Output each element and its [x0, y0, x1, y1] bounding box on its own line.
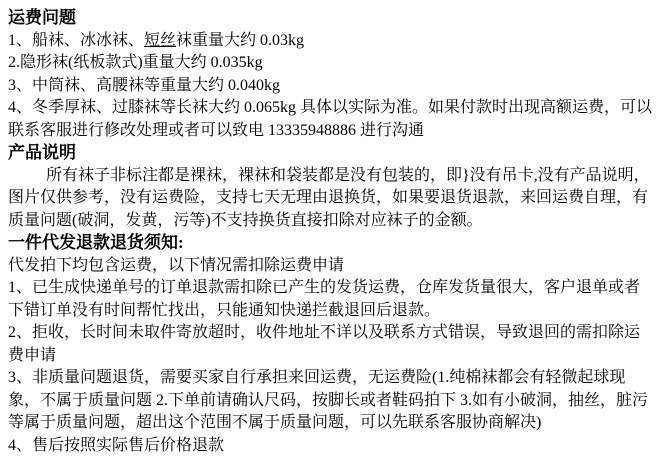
freight-item-4-post: 进行沟通	[356, 121, 425, 139]
freight-item-2: 2.隐形袜(纸板款式)重量大约 0.035kg	[8, 54, 263, 71]
returns-item-4: 4、售后按照实际售后价格退款	[8, 436, 225, 454]
freight-item-4	[8, 97, 652, 142]
freight-item-1-underlined-text: 短丝	[144, 31, 177, 49]
freight-item-1	[8, 30, 652, 53]
product-section-heading: 产品说明	[8, 143, 76, 162]
freight-item-4-pre: 4、冬季厚袜、过膝袜等长袜大约 0.065kg 具体以实际为准。如果付款时出现高额运费，可以联系客服进行修改处理或者可以致电	[8, 99, 653, 139]
returns-section-heading: 一件代发退款退货须知:	[8, 233, 184, 252]
freight-section-heading: 运费问题	[8, 8, 76, 27]
phone-number: 13335948886	[268, 121, 357, 139]
freight-item-3: 3、中筒袜、高腰袜等重量大约 0.040kg	[8, 76, 281, 94]
product-description-paragraph: 所有袜子非标注都是裸袜，裸袜和袋装都是没有包装的，即}没有吊卡,没有产品说明，图片仅供参考，没有运费险，支持七天无理由退换货，如果要退货退款，来回运费自理，有质量问题(破洞，发黄，污等)不支持换货直接扣除对应袜子的金额。	[8, 166, 650, 229]
returns-intro: 代发拍下均包含运费，以下情况需扣除运费申请	[8, 256, 345, 274]
returns-item-2: 2、拒收，长时间未取件寄放超时，收件地址不详以及联系方式错误，导致退回的需扣除运费申请	[8, 324, 641, 364]
returns-item-1: 1、已生成快递单号的订单退款需扣除已产生的发货运费，仓库发货量很大，客户退单或者下错订单没有时间帮忙找出，只能通知快递拦截退回后退款。	[8, 279, 641, 319]
returns-item-3: 3、非质量问题退货，需要买家自行承担来回运费，无运费险(1.纯棉袜都会有轻微起球现象，不属于质量问题 2.下单前请确认尺码，按脚长或者鞋码拍下 3.如有小破洞，抽丝，脏污等属于质量问题，超出这个范围不属于质量问题，可以先联系客服协商解决)	[8, 369, 649, 431]
freight-item-1-pre: 1、船袜、冰冰袜、	[8, 31, 145, 49]
freight-item-1-post: 袜重量大约 0.03kg	[176, 31, 305, 49]
